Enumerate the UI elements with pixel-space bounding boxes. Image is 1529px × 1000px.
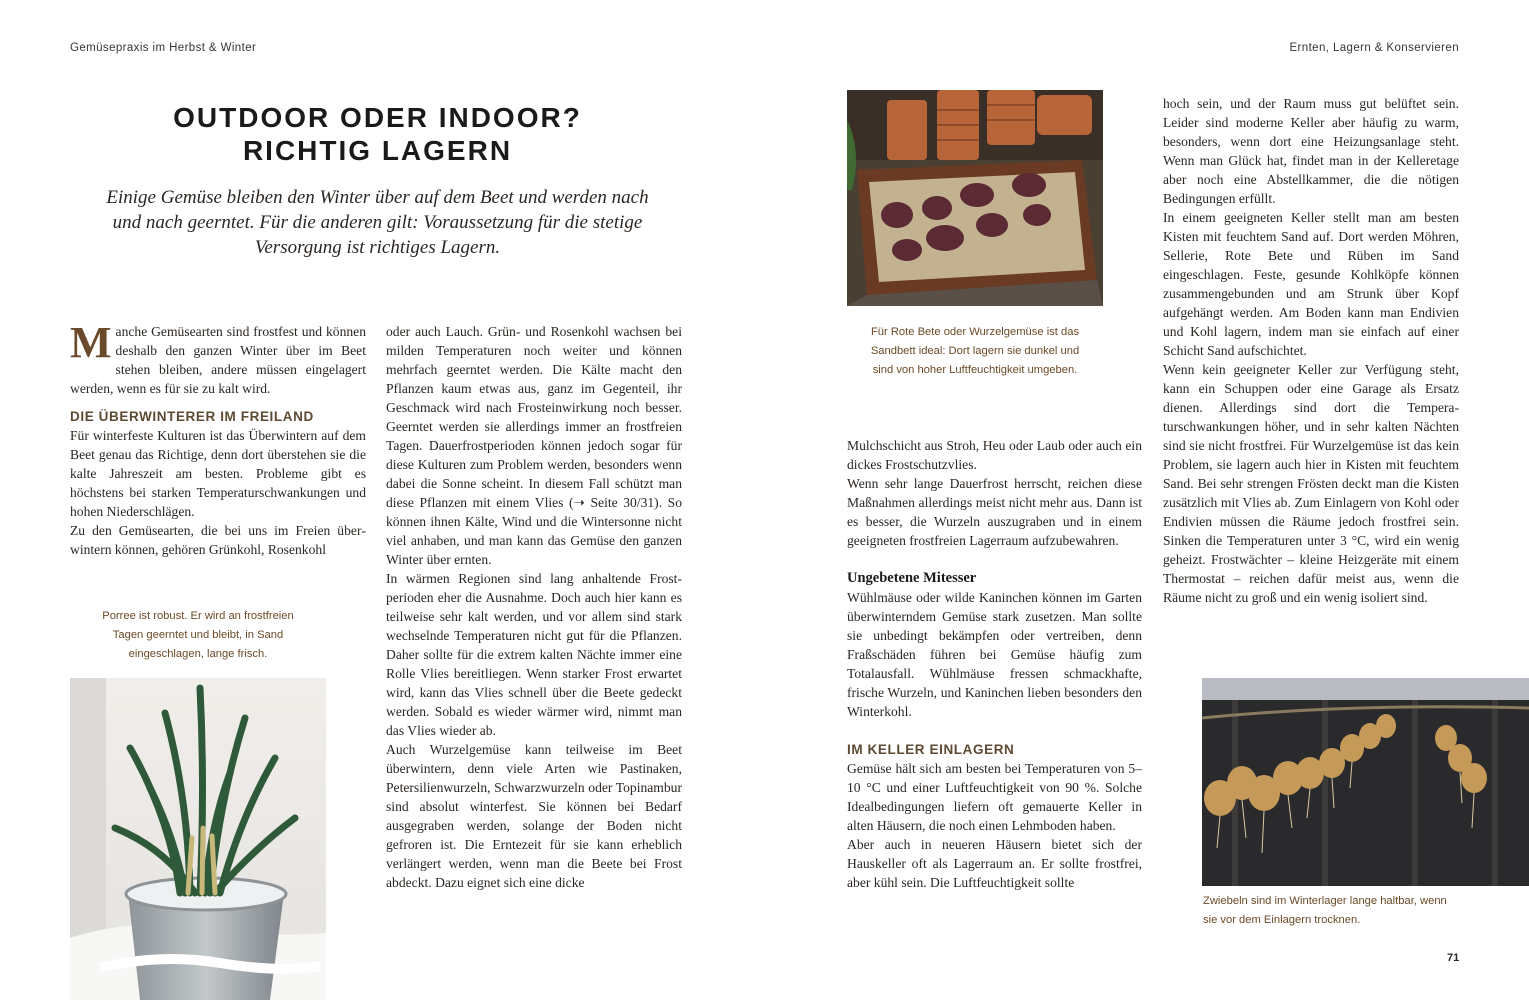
onions-photo: [1202, 678, 1529, 886]
paragraph: Gemüse hält sich am besten bei Temperaturen von 5–10 °C und einer Luftfeuchtigkeit von 90 %. Solche Idealbedingungen liefern oft gemauerte Keller in alten Häusern, die noch einen Lehmboden haben.: [847, 761, 1142, 833]
paragraph: Wühlmäuse oder wilde Kaninchen können im Garten überwinterndem Gemüse stark zusetzen. Man sollte sie unbedingt bekämpfen oder vertreiben, denn Fraßschäden führen bei Gemüse häufig zum Totalausfall. Wühlmäuse fressen schmackhafte, frische Wurzeln, und Kaninchen lieben besonders den Winterkohl.: [847, 590, 1142, 719]
text-column-1: [70, 318, 366, 559]
paragraph: Auch Wurzelgemüse kann teilweise im Beet überwintern, denn viele Arten wie Pastinaken, Petersilienwurzeln, Schwarzwurzeln oder Topinambur sind absolut winterfest. Sie können bei Bedarf ausgegraben werden, solange der Boden nicht gefroren ist. Die Erntezeit für sie kann erheblich verlängert werden, wenn man die Beete bei Frost abdeckt. Dazu eignet sich eine dicke: [386, 742, 682, 890]
section-heading-freiland: DIE ÜBERWINTERER IM FREILAND: [70, 409, 314, 424]
leek-in-bucket-image: [70, 678, 326, 1000]
paragraph: Mulchschicht aus Stroh, Heu oder Laub oder auch ein dickes Frostschutzvlies.: [847, 438, 1142, 472]
opening-paragraph: Manche Gemüsearten sind frostfest und können deshalb den ganzen Winter über im Beet stehen bleiben, andere müssen eingelagert werden, wenn es für sie zu kalt wird.: [70, 318, 366, 396]
text-column-2: [386, 322, 682, 892]
running-title-left: Gemüsepraxis im Herbst & Winter: [70, 42, 257, 54]
paragraph: hoch sein, und der Raum muss gut belüftet sein. Leider sind moderne Keller aber häufig zu warm, besonders, wenn dort eine Heizungsanlage steht. Wenn man Glück hat, findet man in der Kelleretage aber noch eine Abstellkammer, die die nötigen Bedingungen erfüllt.: [1163, 96, 1459, 206]
paragraph: Aber auch in neueren Häusern bietet sich der Hauskeller oft als Lagerraum an. Er sollte frostfrei, aber kühl sein. Die Luftfeuchtigkeit sollte: [847, 837, 1142, 890]
photo-caption-onions: Zwiebeln sind im Winterlager lange haltbar, wenn sie vor dem Einlagern trocknen.: [1203, 895, 1447, 926]
beets-in-sand-box-image: [847, 90, 1103, 306]
article-title: [70, 101, 685, 167]
leek-photo: [70, 678, 326, 1000]
hanging-onions-image: [1202, 678, 1529, 886]
running-title-right: Ernten, Lagern & Konservieren: [1289, 42, 1459, 54]
paragraph: Wenn kein geeigneter Keller zur Verfügung steht, kann ein Schuppen oder eine Garage als Ersatz dienen. Allerdings sind dort die Temperaturschwankungen höher, und in sehr kalten Nächten sind sie nicht frostfrei. Für Wurzelgemüse ist das kein Problem, sie lagern auch hier in Kisten mit feuchtem Sand. Bei sehr strengen Frösten deckt man die Kisten zusätzlich mit Vlies ab. Zum Einlagern von Kohl oder Endivien müssen die Räume jedoch frostfrei sein. Sinken die Temperaturen unter 3 °C, wird ein wenig geheizt. Frostwächter – kleine Heizgeräte mit einem Thermostat – reichen dafür meist aus, wenn die Räume nicht zu groß und ein wenig isoliert sind.: [1163, 362, 1459, 605]
paragraph: In wärmen Regionen sind lang anhaltende Frostperioden eher die Ausnahme. Doch auch hier kann es teilweise sehr kalt werden, und vor allem sind stark wechselnde Temperaturen nicht gut für die Pflanzen. Daher sollte für die extrem kalten Nächte immer eine Rolle Vlies bereitliegen. Wenn starker Frost erwartet wird, kann das Vlies schnell über die Beete gedeckt werden. Sobald es wieder wärmer wird, nimmt man das Vlies wieder ab.: [386, 571, 682, 738]
section-heading-keller: IM KELLER EINLAGERN: [847, 742, 1015, 757]
article-intro: Einige Gemüse bleiben den Winter über auf dem Beet und werden nach und nach geerntet. Für die anderen gilt: Voraussetzung für die stetige Versorgung ist richtiges Lagern.: [106, 187, 649, 258]
text-column-4: [1163, 94, 1459, 607]
paragraph: Wenn sehr lange Dauerfrost herrscht, reichen diese Maßnahmen allerdings meist nicht mehr aus. Dann ist es besser, die Wurzeln auszugraben und in einem geeigneten frostfreien Lagerraum aufzubewahren.: [847, 476, 1142, 548]
paragraph: Zu den Gemüsearten, die bei uns im Freien überwintern können, gehören Grünkohl, Rosenkohl: [70, 523, 366, 557]
paragraph: In einem geeigneten Keller stellt man am besten Kisten mit feuchtem Sand auf. Dort werden Möhren, Sellerie, Rote Bete und Rüben im Sand eingeschlagen. Feste, gesunde Kohlköpfe können zusammengebunden und am Strunk über Kopf aufgehängt werden. Am Boden kann man Endivien und Kohl lagern, indem man sie einfach auf einer Schicht Sand aufschichtet.: [1163, 210, 1459, 358]
beets-photo: [847, 90, 1103, 306]
paragraph: Für winterfeste Kulturen ist das Überwintern auf dem Beet genau das Richtige, denn dort überstehen sie die kalte Jahreszeit am besten. Probleme gibt es höchstens bei starken Temperaturschwankungen und hohen Niederschlägen.: [70, 428, 366, 519]
section-heading-mitesser: Ungebetene Mitesser: [847, 570, 977, 586]
paragraph: oder auch Lauch. Grün- und Rosenkohl wachsen bei milden Temperaturen noch weiter und können mehrfach geerntet werden. Die Kälte macht den Pflanzen kaum etwas aus, ganz im Gegenteil, ihr Geschmack wird nach Frosteinwirkung noch besser. Geerntet werden sie allerdings immer an frostfreien Tagen. Dauerfrostperioden können jedoch sogar für diese Kulturen zum Problem werden, besonders wenn dabei die Sonne scheint. In diesem Fall schützt man diese Pflanzen mit einem Vlies (➝ Seite 30/31). So können ihnen Kälte, Wind und die Wintersonne nicht viel anhaben, und man kann das Gemüse den ganzen Winter über ernten.: [386, 324, 682, 567]
text-column-3: [847, 436, 1142, 892]
drop-cap: M: [70, 318, 112, 367]
title-line-1: OUTDOOR ODER INDOOR?: [173, 102, 582, 133]
photo-caption-beets: Für Rote Bete oder Wurzelgemüse ist das Sandbett ideal: Dort lagern sie dunkel und sind von hoher Luftfeuchtigkeit umgeben.: [870, 326, 1080, 376]
title-line-2: RICHTIG LAGERN: [242, 135, 513, 166]
photo-caption-leek: Porree ist robust. Er wird an frostfreien Tagen geerntet und bleibt, in Sand eingeschlagen, lange frisch.: [102, 610, 294, 660]
page-number: 71: [1447, 952, 1460, 964]
